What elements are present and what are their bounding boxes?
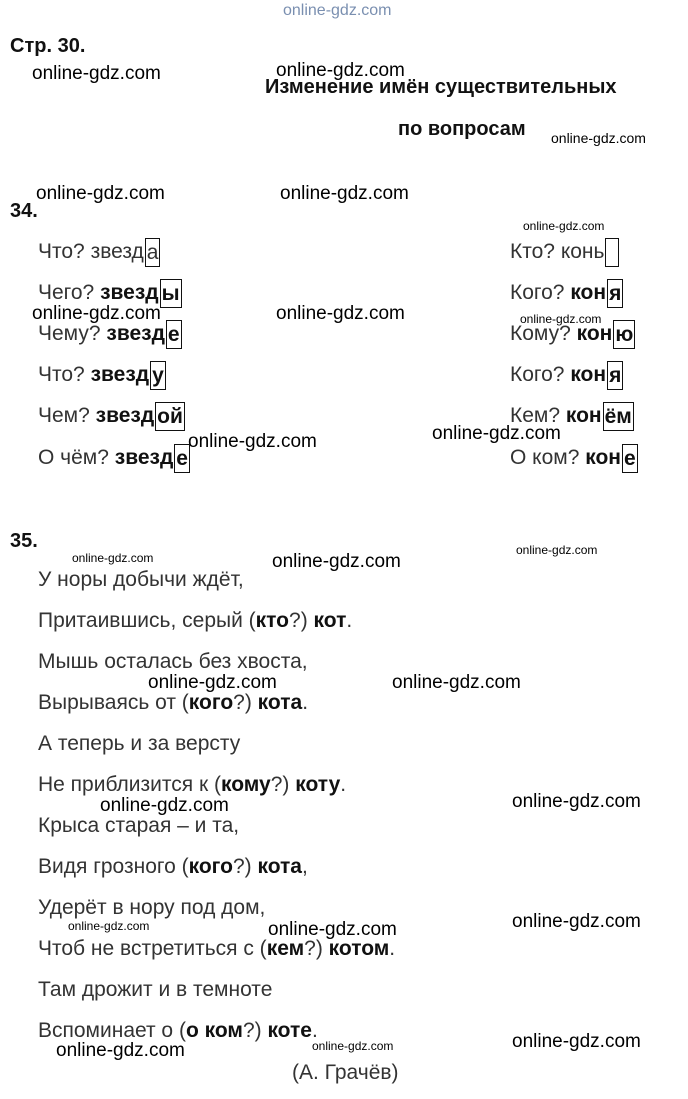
watermark: online-gdz.com xyxy=(516,543,598,557)
ex34-right-row: Кем? кон ём xyxy=(510,402,634,431)
page-number: Стр. 30. xyxy=(10,35,86,57)
watermark: online-gdz.com xyxy=(148,672,277,693)
ex34-left-row: Чего? звезд ы xyxy=(38,279,182,308)
watermark: online-gdz.com xyxy=(512,791,641,812)
poem-line: У норы добычи ждёт, xyxy=(38,568,244,591)
watermark: online-gdz.com xyxy=(68,919,150,933)
watermark: online-gdz.com xyxy=(280,183,409,204)
watermark: online-gdz.com xyxy=(36,183,165,204)
poem-author: (А. Грачёв) xyxy=(292,1061,399,1084)
poem-line: Видя грозного (кого?) кота, xyxy=(38,855,308,878)
watermark: online-gdz.com xyxy=(56,1040,185,1061)
poem-line: Чтоб не встретиться с (кем?) котом. xyxy=(38,937,396,960)
watermark: online-gdz.com xyxy=(551,130,646,146)
ex34-right-row: Кому? кон ю xyxy=(510,320,635,349)
ex34-left-row: Что? звезд у xyxy=(38,361,166,390)
watermark: online-gdz.com xyxy=(392,672,521,693)
watermark: online-gdz.com xyxy=(512,911,641,932)
poem-line: Не приблизится к (кому?) коту. xyxy=(38,773,347,796)
ex34-left-row: Что? звезд а xyxy=(38,238,160,267)
watermark: online-gdz.com xyxy=(283,2,392,19)
ex34-right-row: Кто? конь xyxy=(510,238,619,267)
watermark: online-gdz.com xyxy=(523,219,605,233)
poem-line: Вырываясь от (кого?) кота. xyxy=(38,691,309,714)
watermark: online-gdz.com xyxy=(272,551,401,572)
watermark: online-gdz.com xyxy=(276,303,405,324)
exercise-34-label: 34. xyxy=(10,200,38,222)
ex34-right-row: Кого? кон я xyxy=(510,279,623,308)
poem-line: Мышь осталась без хвоста, xyxy=(38,650,308,673)
watermark: online-gdz.com xyxy=(312,1039,394,1053)
poem-line: Крыса старая – и та, xyxy=(38,814,240,837)
poem-line: Там дрожит и в темноте xyxy=(38,978,273,1001)
watermark: online-gdz.com xyxy=(100,795,229,816)
watermark: online-gdz.com xyxy=(512,1031,641,1052)
watermark: online-gdz.com xyxy=(32,303,161,324)
watermark: online-gdz.com xyxy=(520,312,602,326)
ex34-left-row: О чём? звезд е xyxy=(38,444,190,473)
watermark: online-gdz.com xyxy=(268,919,397,940)
ex34-right-row: О ком? кон е xyxy=(510,444,638,473)
watermark: online-gdz.com xyxy=(188,431,317,452)
poem-line: Удерёт в нору под дом, xyxy=(38,896,266,919)
watermark: online-gdz.com xyxy=(32,63,161,84)
poem-line: Притаившись, серый (кто?) кот. xyxy=(38,609,353,632)
exercise-35-label: 35. xyxy=(10,530,38,552)
watermark: online-gdz.com xyxy=(432,423,561,444)
watermark: online-gdz.com xyxy=(276,60,405,81)
ex34-right-row: Кого? кон я xyxy=(510,361,623,390)
ex34-left-row: Чем? звезд ой xyxy=(38,402,185,431)
poem-line: Вспоминает о (о ком?) коте. xyxy=(38,1019,318,1042)
poem-line: А теперь и за версту xyxy=(38,732,241,755)
section-title-line2: по вопросам xyxy=(398,118,526,140)
watermark: online-gdz.com xyxy=(72,551,154,565)
ex34-left-row: Чему? звезд е xyxy=(38,320,182,349)
section-title: Изменение имён существительных xyxy=(265,76,617,98)
